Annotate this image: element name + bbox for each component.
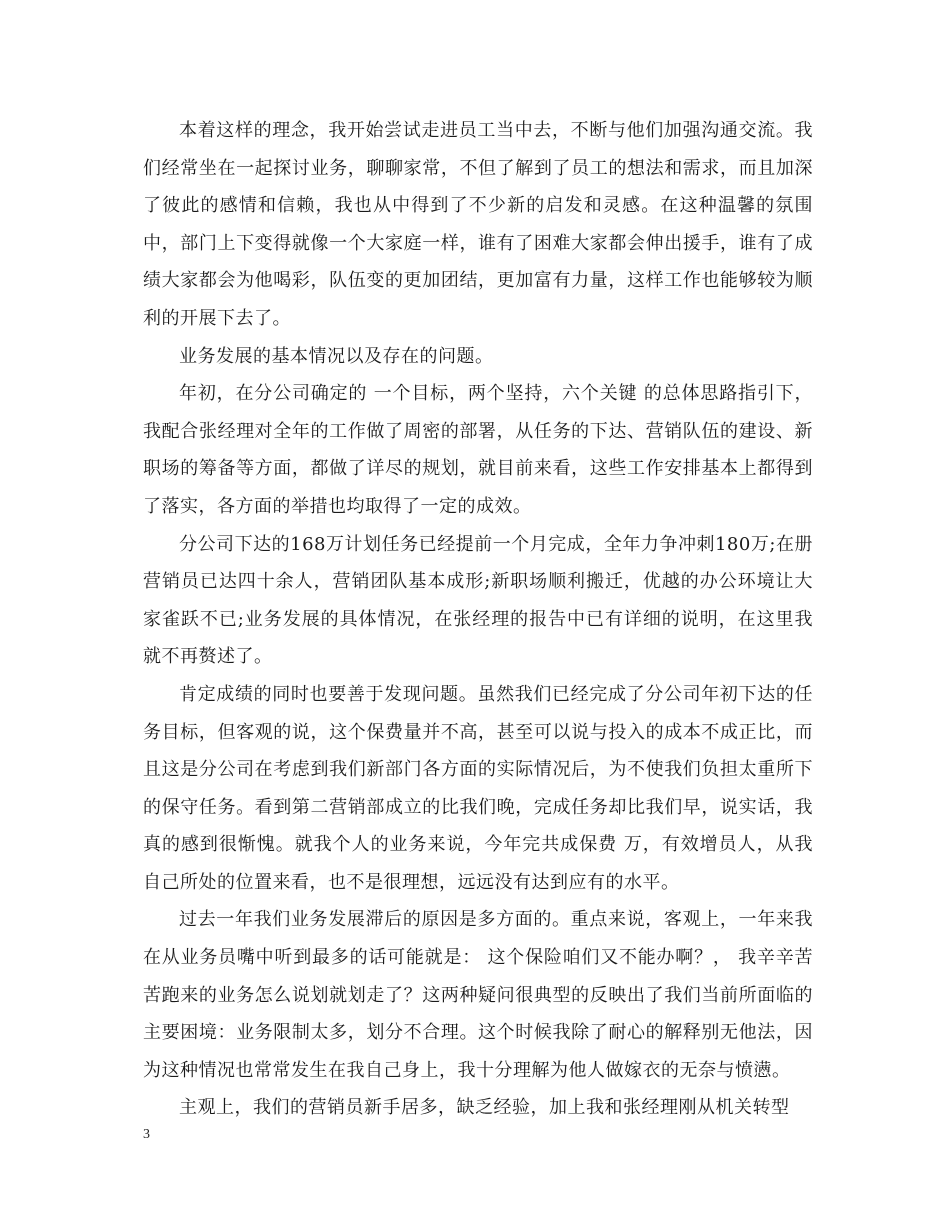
section-heading: 业务发展的基本情况以及存在的问题。 (179, 345, 494, 367)
page-number: 3 (143, 1127, 150, 1142)
paragraph: 分公司下达的168万计划任务已经提前一个月完成，全年力争冲刺180万;在册营销员已达四十余人，营销团队基本成形;新职场顺利搬迁，优越的办公环境让大家雀跃不已;业务发展的具体情况，在张经理的报告中已有详细的说明，在这里我就不再赘述了。 (143, 533, 813, 668)
body-text (143, 112, 813, 1127)
paragraph: 肯定成绩的同时也要善于发现问题。虽然我们已经完成了分公司年初下达的任务目标，但客观的说，这个保费量并不高，甚至可以说与投入的成本不成正比，而且这是分公司在考虑到我们新部门各方面的实际情况后，为不使我们负担太重所下的保守任务。看到第二营销部成立的比我们晚，完成任务却比我们早，说实话，我真的感到很惭愧。就我个人的业务来说，今年完共成保费 万，有效增员人，从我自己所处的位置来看，也不是很理想，远远没有达到应有的水平。 (143, 683, 813, 893)
paragraph: 本着这样的理念，我开始尝试走进员工当中去，不断与他们加强沟通交流。我们经常坐在一起探讨业务，聊聊家常，不但了解到了员工的想法和需求，而且加深了彼此的感情和信赖，我也从中得到了不少新的启发和灵感。在这种温馨的氛围中，部门上下变得就像一个大家庭一样，谁有了困难大家都会伸出援手，谁有了成绩大家都会为他喝彩，队伍变的更加团结，更加富有力量，这样工作也能够较为顺利的开展下去了。 (143, 120, 813, 329)
paragraph: 过去一年我们业务发展滞后的原因是多方面的。重点来说，客观上，一年来我在从业务员嘴中听到最多的话可能就是： 这个保险咱们又不能办啊？， 我辛辛苦苦跑来的业务怎么说划就划走了？这两种疑问很典型的反映出了我们当前所面临的主要困境：业务限制太多，划分不合理。这个时候我除了耐心的解释别无他法，因为这种情况也常常发生在我自己身上，我十分理解为他人做嫁衣的无奈与愤懑。 (143, 909, 813, 1081)
paragraph: 主观上，我们的营销员新手居多，缺乏经验，加上我和张经理刚从机关转型 (179, 1097, 790, 1119)
paragraph: 年初，在分公司确定的 一个目标，两个坚持，六个关键 的总体思路指引下，我配合张经理对全年的工作做了周密的部署，从任务的下达、营销队伍的建设、新职场的筹备等方面，都做了详尽的规划，就目前来看，这些工作安排基本上都得到了落实，各方面的举措也均取得了一定的成效。 (143, 383, 813, 517)
